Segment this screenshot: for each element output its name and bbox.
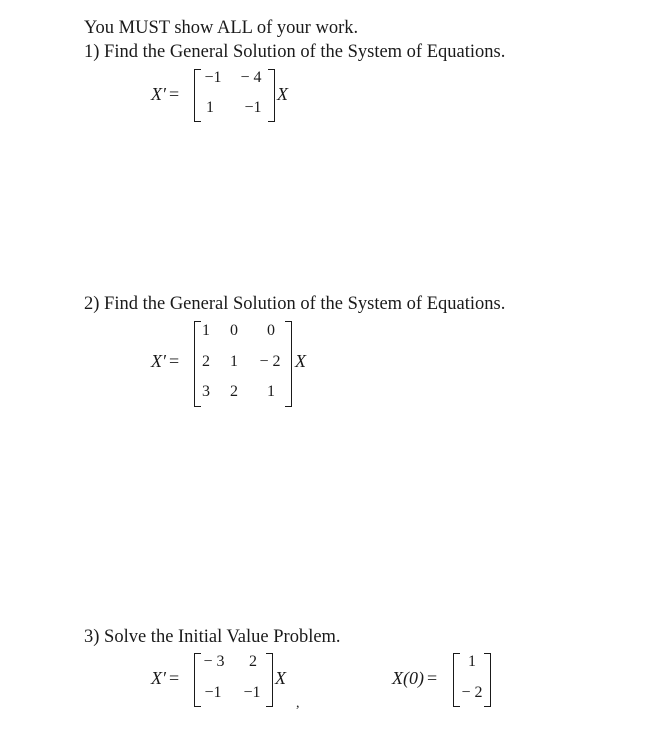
problem-3-lhs-var: X′ bbox=[151, 668, 166, 688]
problem-2-equals: = bbox=[168, 351, 180, 371]
problem-1-cell-1-1: −1 bbox=[244, 99, 262, 116]
problem-3-cell-1-0: −1 bbox=[204, 684, 222, 701]
problem-3-rhs: X bbox=[275, 668, 286, 688]
problem-3-right-bracket bbox=[266, 653, 273, 707]
problem-1-equals: = bbox=[168, 84, 180, 104]
problem-2-cell-2-1: 2 bbox=[230, 383, 238, 400]
problem-3-lhs bbox=[151, 668, 179, 689]
problem-1-lhs-var: X′ bbox=[151, 84, 166, 104]
problem-1-rhs: X bbox=[277, 84, 288, 104]
problem-2-cell-0-2: 0 bbox=[267, 322, 275, 339]
problem-2-cell-1-1: 1 bbox=[230, 353, 238, 370]
problem-3-cell-0-0: − 3 bbox=[203, 653, 225, 670]
instructions: You MUST show ALL of your work. bbox=[84, 18, 359, 38]
initial-vector-cell-0: 1 bbox=[468, 653, 476, 670]
initial-vector-right-bracket bbox=[484, 653, 491, 707]
problem-2-cell-1-0: 2 bbox=[202, 353, 210, 370]
problem-3-cell-1-1: −1 bbox=[243, 684, 261, 701]
problem-1-heading: 1) Find the General Solution of the System of Equations. bbox=[84, 42, 506, 62]
problem-2-rhs: X bbox=[295, 351, 306, 371]
initial-condition-var: X(0) bbox=[392, 668, 424, 688]
problem-3-cell-0-1: 2 bbox=[249, 653, 257, 670]
problem-3-separator: , bbox=[296, 696, 300, 711]
problem-1-cell-1-0: 1 bbox=[206, 99, 214, 116]
problem-2-cell-0-1: 0 bbox=[230, 322, 238, 339]
problem-2-heading: 2) Find the General Solution of the System of Equations. bbox=[84, 294, 506, 314]
problem-1-cell-0-0: −1 bbox=[204, 69, 222, 86]
problem-3-heading: 3) Solve the Initial Value Problem. bbox=[84, 627, 341, 647]
initial-vector-cell-1: − 2 bbox=[461, 684, 483, 701]
problem-2-cell-2-0: 3 bbox=[202, 383, 210, 400]
problem-2-cell-2-2: 1 bbox=[267, 383, 275, 400]
problem-1-right-bracket bbox=[268, 69, 275, 122]
problem-1-lhs bbox=[151, 84, 179, 105]
problem-2-right-bracket bbox=[285, 321, 292, 407]
problem-3-equals: = bbox=[168, 668, 180, 688]
initial-condition-lhs bbox=[392, 668, 437, 689]
problem-2-cell-0-0: 1 bbox=[202, 322, 210, 339]
initial-condition-equals: = bbox=[426, 668, 438, 688]
problem-2-lhs-var: X′ bbox=[151, 351, 166, 371]
problem-2-cell-1-2: − 2 bbox=[259, 353, 281, 370]
problem-2-lhs bbox=[151, 351, 179, 372]
problem-1-cell-0-1: − 4 bbox=[240, 69, 262, 86]
